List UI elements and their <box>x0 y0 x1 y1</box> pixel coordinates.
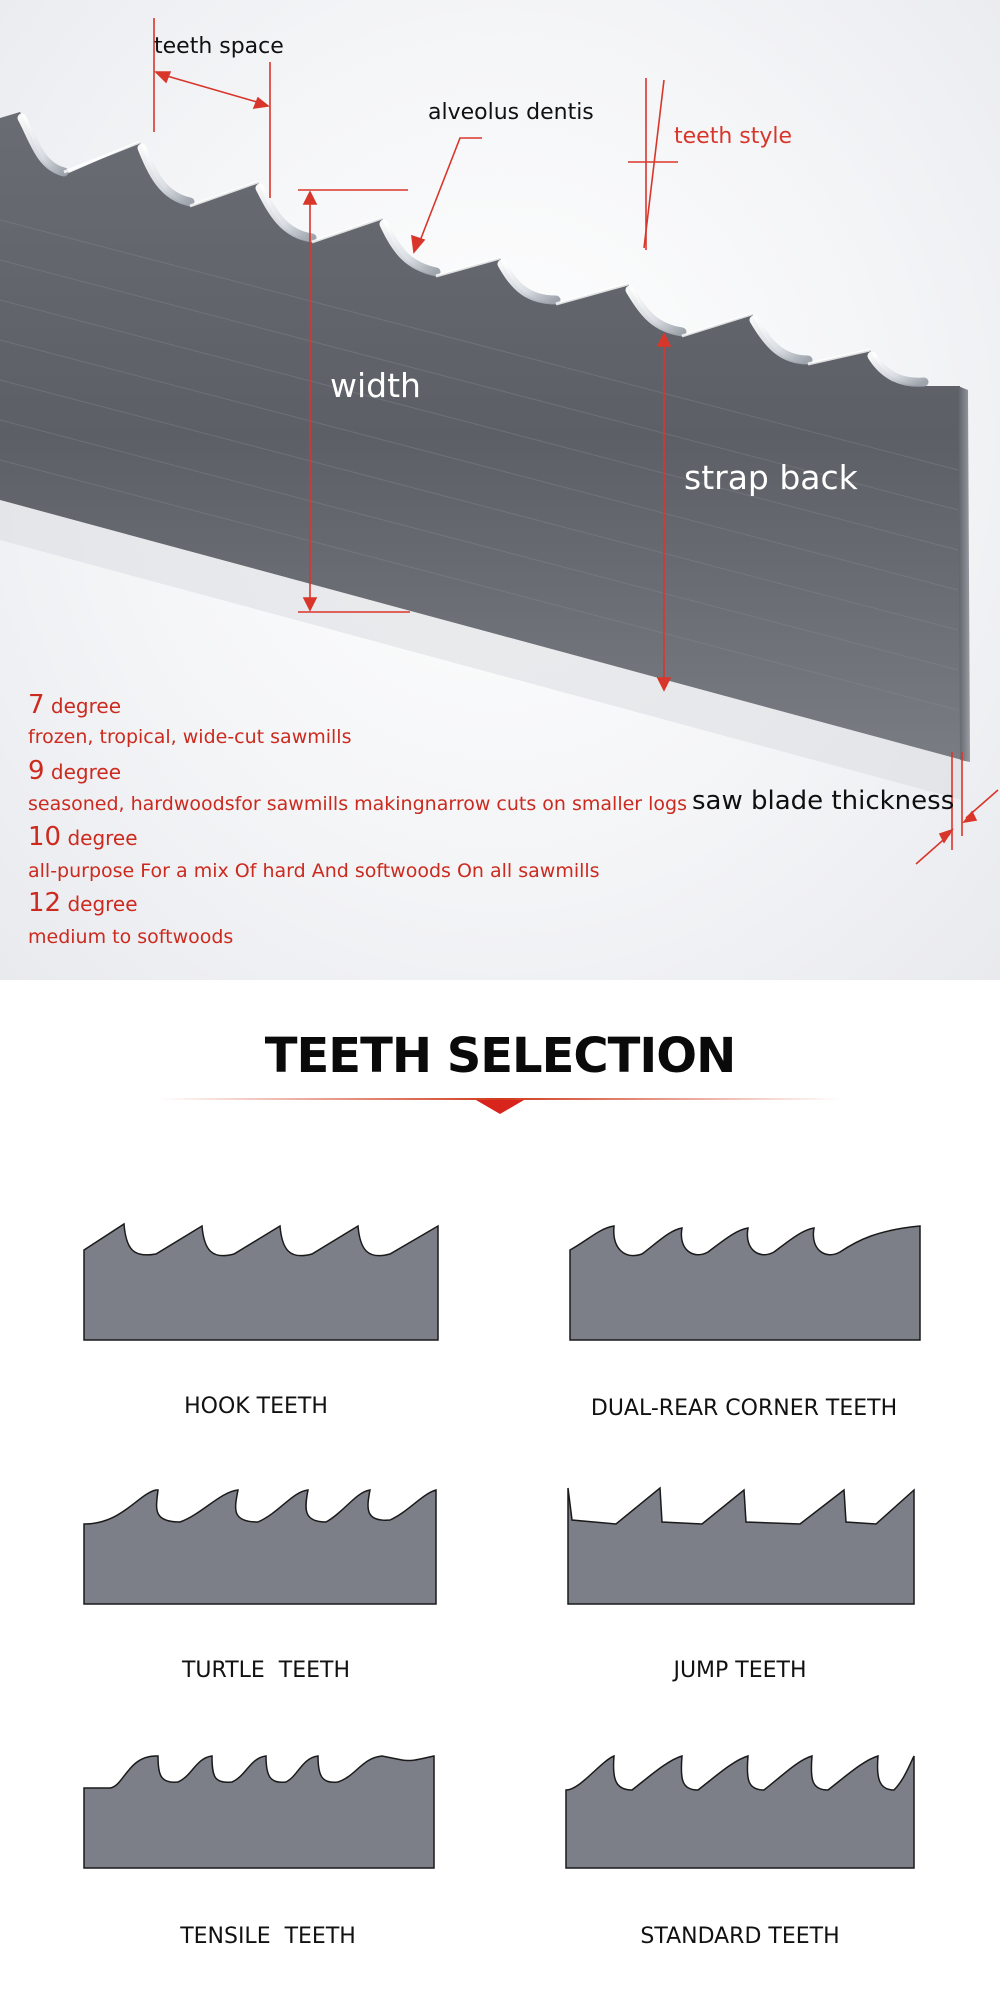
standard-teeth-card <box>564 1750 918 1870</box>
degree-9-heading: 9 degree <box>28 756 121 786</box>
standard-teeth-label: STANDARD TEETH <box>640 1924 840 1949</box>
tensile-teeth-card <box>82 1750 438 1870</box>
strap-back-label: strap back <box>684 458 858 497</box>
degree-10-heading: 10 degree <box>28 822 138 852</box>
saw-blade-thickness-label: saw blade thickness <box>692 786 955 816</box>
tensile-teeth-label: TENSILE TEETH <box>180 1924 356 1949</box>
teeth-style-label: teeth style <box>674 124 793 149</box>
dual-rear-corner-teeth-icon <box>568 1220 922 1342</box>
alveolus-dentis-label: alveolus dentis <box>428 100 594 125</box>
title-pointer-icon <box>476 1100 524 1114</box>
turtle-teeth-icon <box>82 1484 440 1606</box>
teeth-selection-title: TEETH SELECTION <box>264 1028 736 1084</box>
degree-7-heading: 7 degree <box>28 690 121 720</box>
degree-10-description: all-purpose For a mix Of hard And softwoods On all sawmills <box>28 860 600 882</box>
degree-12-heading: 12 degree <box>28 888 138 918</box>
dual-rear-corner-teeth-label: DUAL-REAR CORNER TEETH <box>590 1396 898 1421</box>
hook-teeth-card <box>82 1220 442 1342</box>
degree-9-description: seasoned, hardwoodsfor sawmills makingnarrow cuts on smaller logs <box>28 793 688 815</box>
blade-anatomy-diagram <box>0 0 1000 980</box>
jump-teeth-icon <box>564 1484 918 1606</box>
degree-12-description: medium to softwoods <box>28 926 234 948</box>
jump-teeth-label: JUMP TEETH <box>673 1658 807 1683</box>
degree-7-description: frozen, tropical, wide-cut sawmills <box>28 726 352 748</box>
standard-teeth-icon <box>564 1750 918 1870</box>
turtle-teeth-card <box>82 1484 440 1606</box>
hook-teeth-label: HOOK TEETH <box>184 1394 328 1419</box>
dual-rear-corner-teeth-card <box>568 1220 922 1342</box>
width-label: width <box>330 366 421 405</box>
hook-teeth-icon <box>82 1220 442 1342</box>
teeth-space-label: teeth space <box>154 34 284 59</box>
tensile-teeth-icon <box>82 1750 438 1870</box>
turtle-teeth-label: TURTLE TEETH <box>181 1658 351 1683</box>
jump-teeth-card <box>564 1484 918 1606</box>
